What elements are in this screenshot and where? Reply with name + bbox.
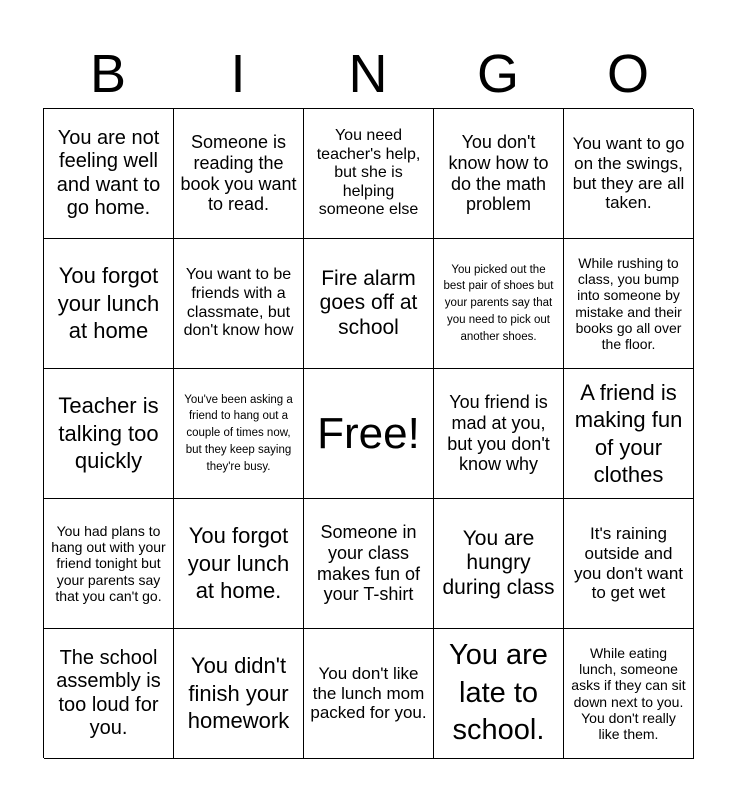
bingo-cell[interactable]: You want to be friends with a classmate, but don't know how	[174, 239, 304, 369]
bingo-cell[interactable]: You friend is mad at you, but you don't know why	[434, 369, 564, 499]
header-letter-i: I	[230, 44, 246, 104]
header-letter-b: B	[89, 44, 127, 104]
bingo-cell[interactable]: The school assembly is too loud for you.	[44, 629, 174, 759]
header-letter-g: G	[476, 44, 519, 104]
bingo-cell[interactable]: A friend is making fun of your clothes	[564, 369, 694, 499]
bingo-cell[interactable]: You are not feeling well and want to go home.	[44, 109, 174, 239]
header-letter-n: N	[348, 44, 388, 104]
bingo-board	[43, 108, 693, 758]
bingo-cell[interactable]: You didn't finish your homework	[174, 629, 304, 759]
bingo-header	[43, 40, 693, 108]
bingo-cell[interactable]: You want to go on the swings, but they are all taken.	[564, 109, 694, 239]
bingo-cell[interactable]: While rushing to class, you bump into someone by mistake and their books go all over the floor.	[564, 239, 694, 369]
bingo-cell[interactable]: Teacher is talking too quickly	[44, 369, 174, 499]
bingo-cell[interactable]: Someone in your class makes fun of your T-shirt	[304, 499, 434, 629]
bingo-cell[interactable]: While eating lunch, someone asks if they can sit down next to you. You don't really like them.	[564, 629, 694, 759]
bingo-cell[interactable]: You don't like the lunch mom packed for you.	[304, 629, 434, 759]
bingo-cell[interactable]: You are late to school.	[434, 629, 564, 759]
bingo-cell[interactable]: You had plans to hang out with your friend tonight but your parents say that you can't go.	[44, 499, 174, 629]
bingo-cell[interactable]: Someone is reading the book you want to read.	[174, 109, 304, 239]
bingo-cell[interactable]: You've been asking a friend to hang out a couple of times now, but they keep saying they're busy.	[174, 369, 304, 499]
bingo-cell[interactable]: It's raining outside and you don't want to get wet	[564, 499, 694, 629]
bingo-cell[interactable]: You forgot your lunch at home	[44, 239, 174, 369]
header-letter-o: O	[606, 44, 649, 104]
bingo-cell[interactable]: Fire alarm goes off at school	[304, 239, 434, 369]
bingo-cell[interactable]: You don't know how to do the math problem	[434, 109, 564, 239]
bingo-cell[interactable]: You need teacher's help, but she is helping someone else	[304, 109, 434, 239]
bingo-cell[interactable]: You forgot your lunch at home.	[174, 499, 304, 629]
free-space[interactable]: Free!	[304, 369, 434, 499]
bingo-cell[interactable]: You picked out the best pair of shoes but your parents say that you need to pick out another shoes.	[434, 239, 564, 369]
bingo-cell[interactable]: You are hungry during class	[434, 499, 564, 629]
